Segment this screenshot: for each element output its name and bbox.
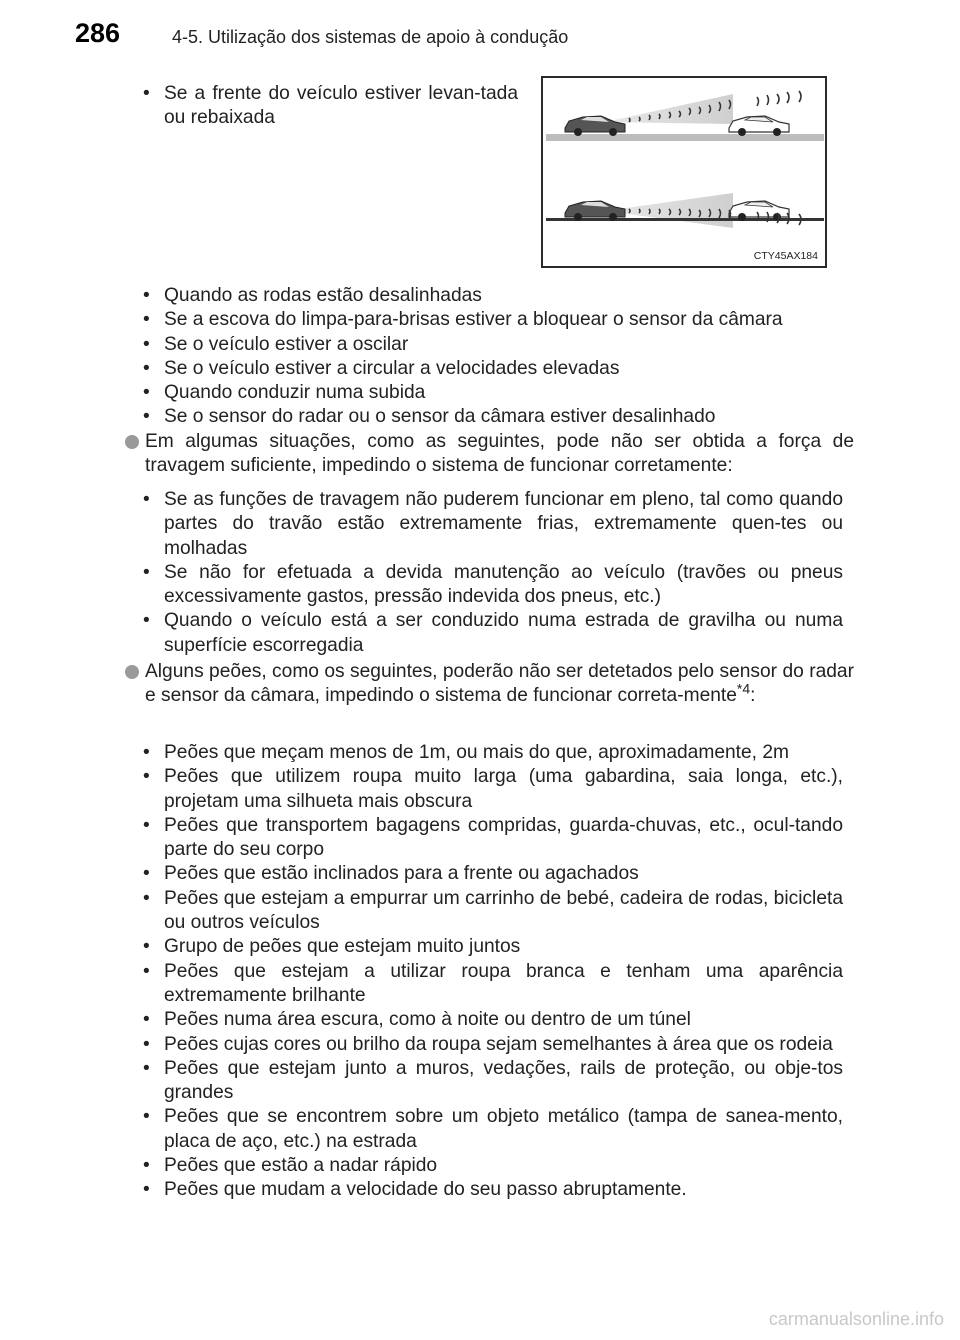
bullet-list-braking [143, 488, 843, 658]
page-number: 286 [75, 18, 121, 48]
bullet-list-pedestrians [143, 741, 843, 1203]
circle-bullet-icon [125, 665, 139, 679]
list-item: • Se o veículo estiver a circular a velocidades elevadas [143, 357, 843, 381]
intro-bullet-item: • Se a frente do veículo estiver levan-tada ou rebaixada [143, 82, 518, 131]
paragraph-text: Em algumas situações, como as seguintes, pode não ser obtida a força de travagem suficiente, impedindo o sistema de funcionar corretamente: [145, 431, 854, 477]
list-item: • Peões numa área escura, como à noite ou dentro de um túnel [143, 1008, 843, 1032]
list-item: • Se a escova do limpa-para-brisas estiver a bloquear o sensor da câmara [143, 308, 843, 332]
list-item: • Se o sensor do radar ou o sensor da câmara estiver desalinhado [143, 405, 843, 429]
list-item: • Peões que estão a nadar rápido [143, 1154, 843, 1178]
car-icon [565, 116, 625, 136]
road-top [546, 134, 824, 141]
circle-paragraph-pedestrians [125, 660, 854, 709]
figure-code: CTY45AX184 [753, 250, 818, 262]
list-item: • Se não for efetuada a devida manutenção ao veículo (travões ou pneus excessivamente gastos, pressão indevida dos pneus, etc.) [143, 561, 843, 610]
list-item: • Se o veículo estiver a oscilar [143, 333, 843, 357]
watermark: carmanualsonline.info [768, 1309, 944, 1329]
list-item: • Quando as rodas estão desalinhadas [143, 284, 843, 308]
list-item: • Peões que se encontrem sobre um objeto metálico (tampa de sanea-mento, placa de aço, etc.) na estrada [143, 1105, 843, 1154]
list-item: • Quando conduzir numa subida [143, 381, 843, 405]
list-item: • Se as funções de travagem não puderem funcionar em pleno, tal como quando partes do travão estão extremamente frias, extremamente quen-tes ou molhadas [143, 488, 843, 561]
car-icon [729, 116, 789, 136]
footnote-marker: *4 [736, 680, 751, 697]
list-item: • Peões que transportem bagagens compridas, guarda-chuvas, etc., ocul-tando parte do seu corpo [143, 814, 843, 863]
list-item: • Peões que estão inclinados para a frente ou agachados [143, 862, 843, 886]
radar-beam-top [605, 94, 733, 124]
radar-illustration [541, 76, 827, 268]
list-item: • Peões que estejam a empurrar um carrinho de bebé, cadeira de rodas, bicicleta ou outros veículos [143, 887, 843, 936]
list-item: • Peões que estejam a utilizar roupa branca e tenham uma aparência extremamente brilhante [143, 960, 843, 1009]
circle-bullet-item [125, 660, 854, 709]
radar-diagram [543, 78, 829, 270]
circle-bullet-icon [125, 435, 139, 449]
list-item: • Peões cujas cores ou brilho da roupa sejam semelhantes à área que os rodeia [143, 1033, 843, 1057]
list-item: • Peões que meçam menos de 1m, ou mais do que, aproximadamente, 2m [143, 741, 843, 765]
circle-bullet-item [125, 430, 854, 479]
list-item: • Peões que estejam junto a muros, vedações, rails de proteção, ou obje-tos grandes [143, 1057, 843, 1106]
circle-paragraph-braking [125, 430, 854, 479]
list-item: • Peões que mudam a velocidade do seu passo abruptamente. [143, 1178, 843, 1202]
intro-bullet-block [143, 82, 518, 131]
list-item: • Peões que utilizem roupa muito larga (uma gabardina, saia longa, etc.), projetam uma silhueta mais obscura [143, 765, 843, 814]
paragraph-text: Alguns peões, como os seguintes, poderão não ser detetados pelo sensor do radar e sensor da câmara, impedindo o sistema de funcionar correta-mente [145, 661, 854, 707]
bullet-list-conditions [143, 284, 843, 430]
section-title: 4-5. Utilização dos sistemas de apoio à condução [172, 27, 569, 47]
paragraph-suffix: : [750, 685, 756, 707]
list-item: • Grupo de peões que estejam muito juntos [143, 935, 843, 959]
road-bottom [546, 218, 824, 221]
list-item: • Quando o veículo está a ser conduzido numa estrada de gravilha ou numa superfície escorregadia [143, 609, 843, 658]
